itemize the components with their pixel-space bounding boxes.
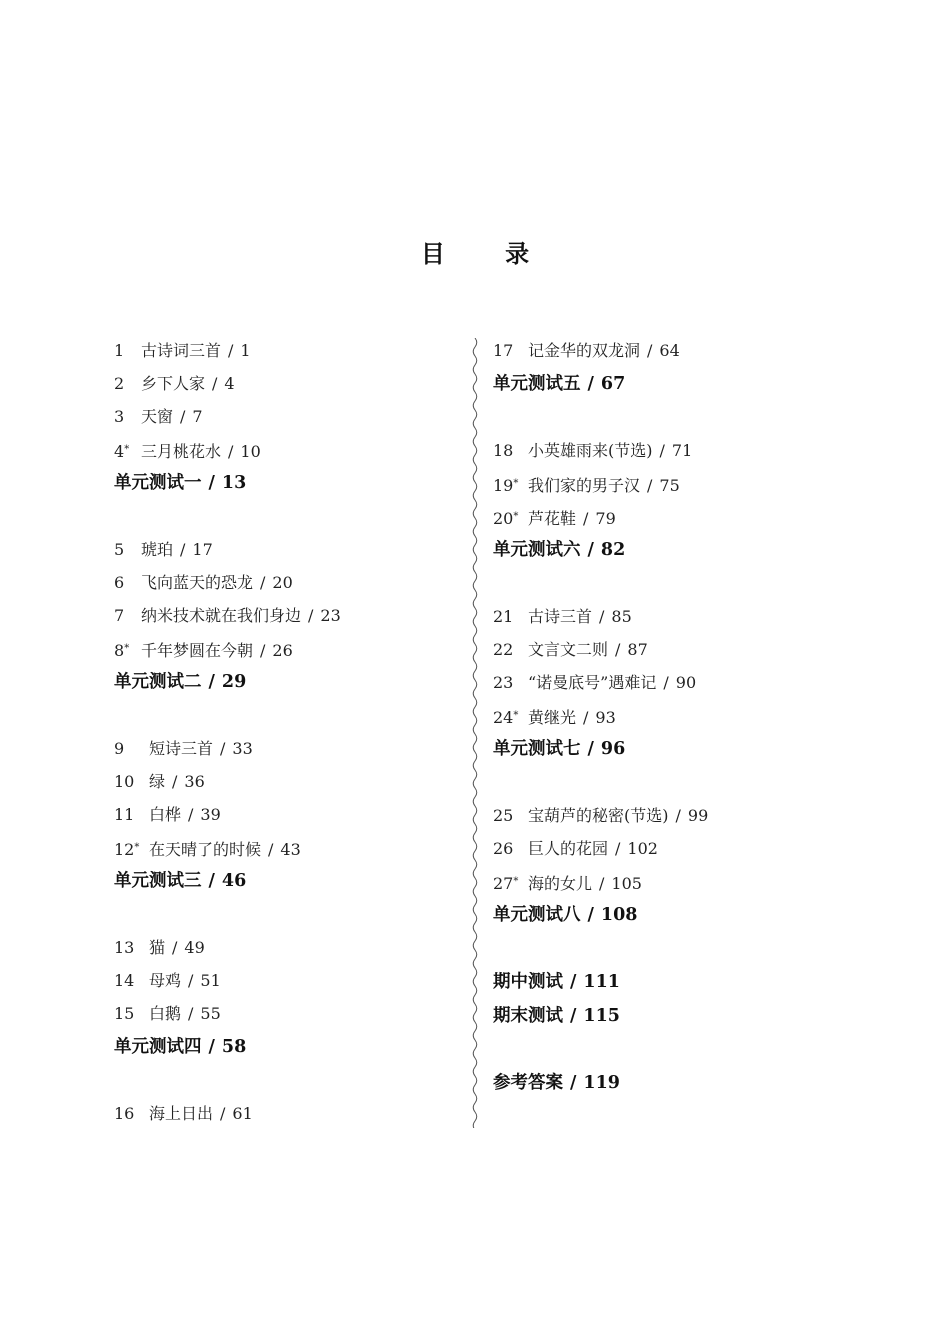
toc-right-column bbox=[493, 334, 893, 1100]
toc-unit-entry[interactable] bbox=[114, 1030, 464, 1064]
lesson-number: 23 bbox=[493, 673, 514, 692]
page-number: 96 bbox=[600, 739, 626, 759]
separator: / bbox=[220, 1104, 226, 1123]
separator: / bbox=[570, 972, 577, 992]
page-number: 20 bbox=[272, 573, 293, 592]
lesson-title: 千年梦圆在今朝 bbox=[141, 641, 254, 660]
toc-lesson-entry[interactable] bbox=[114, 599, 464, 632]
lesson-number: 4* bbox=[114, 442, 130, 461]
separator: / bbox=[208, 672, 215, 692]
separator: / bbox=[228, 341, 234, 360]
lesson-title: 绿 bbox=[149, 772, 166, 791]
lesson-number: 3 bbox=[114, 407, 125, 426]
page-number: 33 bbox=[232, 739, 253, 758]
separator: / bbox=[308, 606, 314, 625]
lesson-title: 宝葫芦的秘密(节选) bbox=[528, 806, 669, 825]
toc-unit-entry[interactable] bbox=[493, 732, 893, 766]
separator: / bbox=[172, 772, 178, 791]
lesson-title: 三月桃花水 bbox=[141, 442, 222, 461]
separator: / bbox=[615, 640, 621, 659]
lesson-title: 乡下人家 bbox=[141, 374, 206, 393]
lesson-number: 8* bbox=[114, 641, 130, 660]
toc-unit-entry[interactable] bbox=[493, 965, 893, 999]
page-number: 43 bbox=[280, 840, 301, 859]
toc-lesson-entry[interactable] bbox=[114, 533, 464, 566]
page-number: 99 bbox=[687, 806, 709, 825]
unit-title: 单元测试二 bbox=[114, 672, 202, 692]
lesson-title: 芦花鞋 bbox=[528, 509, 577, 528]
toc-lesson-entry[interactable] bbox=[114, 765, 464, 798]
page-number: 82 bbox=[600, 540, 626, 560]
unit-title: 期中测试 bbox=[493, 972, 563, 992]
toc-lesson-entry[interactable] bbox=[114, 566, 464, 599]
page-number: 49 bbox=[184, 938, 205, 957]
lesson-title: 纳米技术就在我们身边 bbox=[141, 606, 302, 625]
toc-lesson-entry[interactable] bbox=[493, 500, 893, 533]
page-number: 79 bbox=[595, 509, 616, 528]
separator: / bbox=[570, 1073, 577, 1093]
page-number: 119 bbox=[583, 1073, 620, 1093]
page-number: 111 bbox=[583, 972, 620, 992]
unit-title: 单元测试三 bbox=[114, 871, 202, 891]
toc-lesson-entry[interactable] bbox=[493, 832, 893, 865]
page-number: 1 bbox=[240, 341, 251, 360]
separator: / bbox=[587, 374, 594, 394]
toc-lesson-entry[interactable] bbox=[114, 798, 464, 831]
lesson-number: 10 bbox=[114, 772, 135, 791]
lesson-title: 文言文二则 bbox=[528, 640, 609, 659]
page-number: 87 bbox=[627, 640, 648, 659]
page-number: 4 bbox=[224, 374, 235, 393]
lesson-title: “诺曼底号”遇难记 bbox=[528, 673, 657, 692]
spacer bbox=[493, 567, 893, 600]
toc-lesson-entry[interactable] bbox=[114, 367, 464, 400]
page-number: 85 bbox=[611, 607, 632, 626]
toc-unit-entry[interactable] bbox=[114, 665, 464, 699]
toc-lesson-entry[interactable] bbox=[114, 334, 464, 367]
page-number: 93 bbox=[595, 708, 616, 727]
lesson-title: 白桦 bbox=[149, 805, 182, 824]
lesson-title: 飞向蓝天的恐龙 bbox=[141, 573, 254, 592]
lesson-number: 13 bbox=[114, 938, 135, 957]
page-number: 58 bbox=[221, 1037, 247, 1057]
lesson-title: 猫 bbox=[149, 938, 166, 957]
lesson-title: 黄继光 bbox=[528, 708, 577, 727]
page-number: 46 bbox=[221, 871, 247, 891]
page-number: 7 bbox=[192, 407, 203, 426]
toc-lesson-entry[interactable] bbox=[114, 400, 464, 433]
separator: / bbox=[228, 442, 234, 461]
lesson-number: 17 bbox=[493, 341, 514, 360]
page-number: 61 bbox=[232, 1104, 253, 1123]
separator: / bbox=[208, 871, 215, 891]
lesson-number: 14 bbox=[114, 971, 135, 990]
lesson-number: 25 bbox=[493, 806, 514, 825]
separator: / bbox=[587, 540, 594, 560]
separator: / bbox=[268, 840, 274, 859]
page-number: 10 bbox=[240, 442, 261, 461]
page-number: 13 bbox=[221, 473, 247, 493]
separator: / bbox=[188, 971, 194, 990]
lesson-title: 在天晴了的时候 bbox=[149, 840, 262, 859]
spacer bbox=[114, 500, 464, 533]
separator: / bbox=[188, 805, 194, 824]
toc-unit-entry[interactable] bbox=[493, 999, 893, 1033]
lesson-number: 16 bbox=[114, 1104, 135, 1123]
page-number: 67 bbox=[600, 374, 626, 394]
lesson-title: 我们家的男子汉 bbox=[528, 476, 641, 495]
lesson-number: 27* bbox=[493, 874, 519, 893]
separator: / bbox=[570, 1006, 577, 1026]
lesson-title: 古诗三首 bbox=[528, 607, 593, 626]
lesson-number: 15 bbox=[114, 1004, 135, 1023]
lesson-number: 21 bbox=[493, 607, 514, 626]
lesson-number: 18 bbox=[493, 441, 514, 460]
toc-unit-entry[interactable] bbox=[493, 533, 893, 567]
optional-lesson-mark: * bbox=[513, 511, 519, 522]
page-number: 26 bbox=[272, 641, 293, 660]
optional-lesson-mark: * bbox=[513, 710, 519, 721]
separator: / bbox=[212, 374, 218, 393]
toc-unit-entry[interactable] bbox=[114, 466, 464, 500]
page-number: 39 bbox=[200, 805, 221, 824]
page-number: 64 bbox=[659, 341, 680, 360]
lesson-number: 9 bbox=[114, 739, 125, 758]
lesson-title: 短诗三首 bbox=[149, 739, 214, 758]
wavy-divider bbox=[469, 338, 481, 1128]
unit-title: 单元测试五 bbox=[493, 374, 581, 394]
toc-lesson-entry[interactable] bbox=[493, 865, 893, 898]
toc-unit-entry[interactable] bbox=[493, 367, 893, 401]
separator: / bbox=[647, 341, 653, 360]
optional-lesson-mark: * bbox=[513, 478, 519, 489]
spacer bbox=[114, 699, 464, 732]
page-number: 115 bbox=[583, 1006, 620, 1026]
unit-title: 单元测试六 bbox=[493, 540, 581, 560]
lesson-title: 巨人的花园 bbox=[528, 839, 609, 858]
toc-lesson-entry[interactable] bbox=[114, 997, 464, 1030]
toc-left-column bbox=[114, 334, 464, 1130]
page-number: 90 bbox=[675, 673, 697, 692]
separator: / bbox=[587, 905, 594, 925]
separator: / bbox=[659, 441, 665, 460]
separator: / bbox=[260, 641, 266, 660]
lesson-number: 24* bbox=[493, 708, 519, 727]
lesson-number: 19* bbox=[493, 476, 519, 495]
unit-title: 单元测试七 bbox=[493, 739, 581, 759]
unit-title: 单元测试四 bbox=[114, 1037, 202, 1057]
page-number: 17 bbox=[192, 540, 213, 559]
separator: / bbox=[208, 1037, 215, 1057]
page-number: 23 bbox=[320, 606, 341, 625]
unit-title: 单元测试八 bbox=[493, 905, 581, 925]
optional-lesson-mark: * bbox=[134, 842, 140, 853]
separator: / bbox=[180, 540, 186, 559]
toc-unit-entry[interactable] bbox=[493, 898, 893, 932]
spacer bbox=[493, 766, 893, 799]
separator: / bbox=[583, 509, 589, 528]
separator: / bbox=[663, 673, 669, 692]
separator: / bbox=[599, 874, 605, 893]
separator: / bbox=[220, 739, 226, 758]
spacer bbox=[493, 932, 893, 965]
spacer bbox=[114, 1064, 464, 1097]
toc-lesson-entry[interactable] bbox=[493, 799, 893, 832]
optional-lesson-mark: * bbox=[124, 643, 130, 654]
toc-lesson-entry[interactable] bbox=[114, 931, 464, 964]
toc-lesson-entry[interactable] bbox=[114, 732, 464, 765]
separator: / bbox=[583, 708, 589, 727]
separator: / bbox=[180, 407, 186, 426]
lesson-number: 6 bbox=[114, 573, 125, 592]
spacer bbox=[493, 401, 893, 434]
lesson-number: 12* bbox=[114, 840, 140, 859]
unit-title: 参考答案 bbox=[493, 1073, 563, 1093]
toc-unit-entry[interactable] bbox=[114, 864, 464, 898]
lesson-number: 1 bbox=[114, 341, 125, 360]
lesson-title: 小英雄雨来(节选) bbox=[528, 441, 653, 460]
lesson-number: 7 bbox=[114, 606, 125, 625]
separator: / bbox=[615, 839, 621, 858]
lesson-title: 琥珀 bbox=[141, 540, 174, 559]
spacer bbox=[493, 1033, 893, 1066]
toc-unit-entry[interactable] bbox=[493, 1066, 893, 1100]
spacer bbox=[114, 898, 464, 931]
separator: / bbox=[647, 476, 653, 495]
lesson-number: 22 bbox=[493, 640, 514, 659]
toc-lesson-entry[interactable] bbox=[493, 666, 893, 699]
page-number: 71 bbox=[671, 441, 693, 460]
toc-lesson-entry[interactable] bbox=[493, 633, 893, 666]
toc-lesson-entry[interactable] bbox=[493, 467, 893, 500]
lesson-title: 记金华的双龙洞 bbox=[528, 341, 641, 360]
page-number: 108 bbox=[600, 905, 638, 925]
lesson-title: 海的女儿 bbox=[528, 874, 593, 893]
page-number: 105 bbox=[611, 874, 642, 893]
page-number: 29 bbox=[221, 672, 247, 692]
separator: / bbox=[260, 573, 266, 592]
page-number: 102 bbox=[627, 839, 658, 858]
lesson-number: 11 bbox=[114, 805, 135, 824]
lesson-title: 古诗词三首 bbox=[141, 341, 222, 360]
separator: / bbox=[675, 806, 681, 825]
toc-lesson-entry[interactable] bbox=[493, 334, 893, 367]
lesson-title: 海上日出 bbox=[149, 1104, 214, 1123]
page-number: 55 bbox=[200, 1004, 221, 1023]
toc-lesson-entry[interactable] bbox=[114, 632, 464, 665]
optional-lesson-mark: * bbox=[513, 876, 519, 887]
page-number: 75 bbox=[659, 476, 680, 495]
unit-title: 期末测试 bbox=[493, 1006, 563, 1026]
toc-lesson-entry[interactable] bbox=[493, 434, 893, 467]
separator: / bbox=[587, 739, 594, 759]
separator: / bbox=[208, 473, 215, 493]
page-number: 36 bbox=[184, 772, 205, 791]
lesson-title: 白鹅 bbox=[149, 1004, 182, 1023]
toc-lesson-entry[interactable] bbox=[114, 964, 464, 997]
lesson-number: 20* bbox=[493, 509, 519, 528]
toc-lesson-entry[interactable] bbox=[114, 831, 464, 864]
toc-lesson-entry[interactable] bbox=[493, 600, 893, 633]
optional-lesson-mark: * bbox=[124, 444, 130, 455]
lesson-number: 5 bbox=[114, 540, 125, 559]
lesson-title: 天窗 bbox=[141, 407, 174, 426]
separator: / bbox=[599, 607, 605, 626]
toc-lesson-entry[interactable] bbox=[114, 433, 464, 466]
separator: / bbox=[188, 1004, 194, 1023]
lesson-number: 26 bbox=[493, 839, 514, 858]
page-title: 目 录 bbox=[420, 240, 556, 268]
separator: / bbox=[172, 938, 178, 957]
toc-lesson-entry[interactable] bbox=[114, 1097, 464, 1130]
lesson-number: 2 bbox=[114, 374, 125, 393]
toc-lesson-entry[interactable] bbox=[493, 699, 893, 732]
unit-title: 单元测试一 bbox=[114, 473, 202, 493]
lesson-title: 母鸡 bbox=[149, 971, 182, 990]
page-number: 51 bbox=[200, 971, 221, 990]
